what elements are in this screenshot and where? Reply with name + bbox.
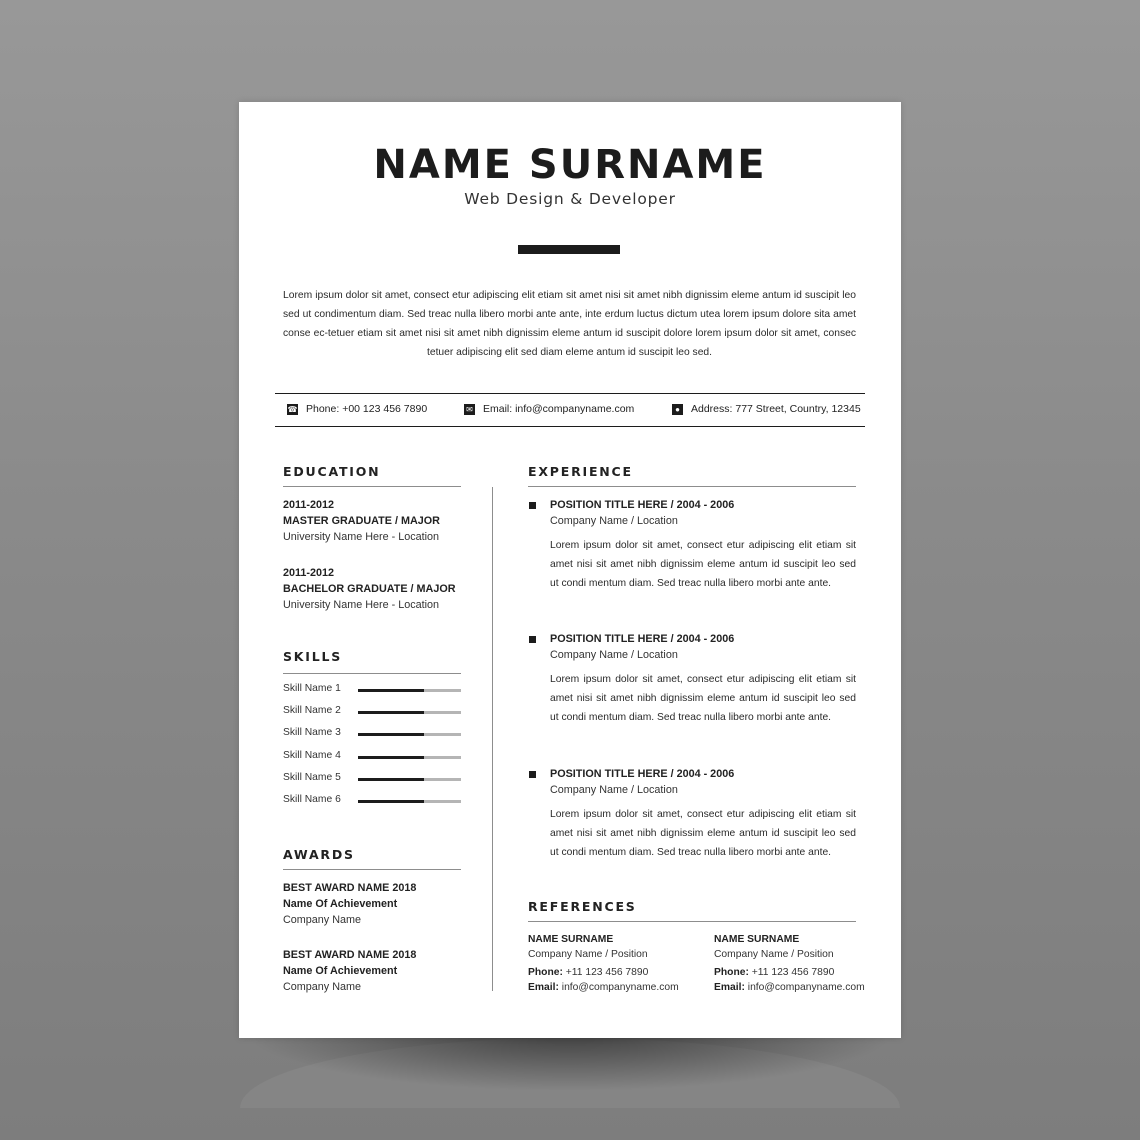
column-divider (492, 487, 493, 991)
skill-bar (358, 689, 461, 692)
skill-bar-fill (358, 689, 424, 692)
education-rule (283, 486, 461, 487)
reference-phone (714, 966, 894, 981)
education-item (283, 497, 473, 545)
skills-heading: SKILLS (283, 649, 343, 664)
experience-title: POSITION TITLE HERE / 2004 - 2006 (550, 633, 735, 645)
skill-row (283, 683, 461, 697)
skill-label: Skill Name 1 (283, 683, 341, 694)
award-company: Company Name (283, 981, 362, 993)
profile-summary: Lorem ipsum dolor sit amet, consect etur adipiscing elit etiam sit amet nisi sit amet nibh dignissim eleme antum id suscipit leo sed ut condimentum diam. Sed treac nulla libero morbi ante ante, inte erdum luctus dictum utea lorem ipsum dolore sita amet conse ec-tetuer etiam sit amet nisi sit amet nibh dignissim eleme antum id suscipit dolore lorem ipsum dolor sit amet, consec tetuer adipiscing elit sed diam eleme antum id suscipit leo sed. (283, 290, 856, 358)
awards-rule (283, 869, 461, 870)
reference-email-label: Email: (714, 981, 745, 993)
skill-bar-fill (358, 800, 424, 803)
reference-phone-label: Phone: (528, 967, 563, 978)
skill-bar-fill (358, 733, 424, 736)
reference-item (714, 933, 894, 995)
skill-label: Skill Name 6 (283, 794, 341, 805)
skill-row (283, 705, 461, 719)
page-shadow-curve (240, 1038, 900, 1108)
location-icon: ● (672, 404, 683, 415)
skill-bar (358, 733, 461, 736)
envelope-icon: ✉ (464, 404, 475, 415)
reference-item (528, 933, 708, 995)
experience-item (550, 631, 856, 663)
skill-row (283, 750, 461, 764)
experience-bullet (529, 771, 536, 778)
reference-position: Company Name / Position (528, 948, 648, 960)
experience-title: POSITION TITLE HERE / 2004 - 2006 (550, 499, 735, 511)
experience-description: Lorem ipsum dolor sit amet, consect etur adipiscing elit etiam sit amet nisi sit amet nibh dignissim eleme antum id suscipit leo sed ut condi mentum diam. Sed treac nulla libero morbi ante ante. (550, 540, 856, 589)
skill-bar-fill (358, 711, 424, 714)
experience-bullet (529, 502, 536, 509)
education-school: University Name Here - Location (283, 531, 440, 543)
award-item (283, 947, 473, 995)
reference-phone-value: +11 123 456 7890 (751, 967, 835, 978)
skill-bar (358, 711, 461, 714)
reference-email (714, 981, 894, 996)
awards-heading: AWARDS (283, 847, 355, 862)
reference-name: NAME SURNAME (714, 934, 800, 945)
experience-company: Company Name / Location (550, 784, 678, 796)
contact-phone-text: Phone: +00 123 456 7890 (306, 403, 428, 415)
candidate-role: Web Design & Developer (464, 190, 676, 208)
skills-rule (283, 673, 461, 674)
reference-name: NAME SURNAME (528, 934, 614, 945)
experience-description: Lorem ipsum dolor sit amet, consect etur adipiscing elit etiam sit amet nisi sit amet nibh dignissim eleme antum id suscipit leo sed ut condi mentum diam. Sed treac nulla libero morbi ante ante. (550, 809, 856, 858)
reference-email-value: info@companyname.com (561, 981, 679, 993)
phone-icon: ☎ (287, 404, 298, 414)
experience-company: Company Name / Location (550, 649, 678, 661)
experience-company: Company Name / Location (550, 515, 678, 527)
contact-email (464, 403, 634, 415)
contact-email-text: Email: info@companyname.com (483, 403, 635, 415)
award-company: Company Name (283, 914, 362, 926)
skill-row (283, 727, 461, 741)
skill-label: Skill Name 4 (283, 750, 341, 761)
education-heading: EDUCATION (283, 464, 381, 479)
skill-row (283, 794, 461, 808)
award-achievement: Name Of Achievement (283, 965, 398, 977)
award-item (283, 880, 473, 928)
skill-label: Skill Name 5 (283, 772, 341, 783)
reference-email-label: Email: (528, 981, 559, 993)
experience-item (550, 766, 856, 798)
award-title: BEST AWARD NAME 2018 (283, 949, 417, 961)
reference-phone-label: Phone: (714, 967, 749, 978)
skill-bar (358, 778, 461, 781)
contact-address (672, 403, 861, 415)
experience-heading: EXPERIENCE (528, 464, 633, 479)
education-years: 2011-2012 (283, 567, 335, 579)
contact-bar (275, 393, 865, 427)
skill-label: Skill Name 3 (283, 727, 341, 738)
contact-phone (287, 403, 427, 415)
reference-phone (528, 966, 708, 981)
experience-description: Lorem ipsum dolor sit amet, consect etur adipiscing elit etiam sit amet nisi sit amet nibh dignissim eleme antum id suscipit leo sed ut condi mentum diam. Sed treac nulla libero morbi ante ante. (550, 674, 856, 723)
reference-position: Company Name / Position (714, 948, 834, 960)
skill-bar-fill (358, 756, 424, 759)
award-title: BEST AWARD NAME 2018 (283, 882, 417, 894)
resume-page (239, 102, 901, 1038)
experience-item (550, 497, 856, 529)
references-heading: REFERENCES (528, 899, 637, 914)
education-years: 2011-2012 (283, 499, 335, 511)
education-item (283, 565, 473, 613)
skill-label: Skill Name 2 (283, 705, 341, 716)
reference-email-value: info@companyname.com (747, 981, 865, 993)
candidate-name: NAME SURNAME (373, 142, 767, 188)
references-rule (528, 921, 856, 922)
skill-bar (358, 756, 461, 759)
award-achievement: Name Of Achievement (283, 898, 398, 910)
education-degree: BACHELOR GRADUATE / MAJOR (283, 583, 456, 595)
experience-bullet (529, 636, 536, 643)
skill-bar (358, 800, 461, 803)
reference-phone-value: +11 123 456 7890 (565, 967, 649, 978)
contact-address-text: Address: 777 Street, Country, 12345 (691, 403, 861, 415)
title-divider (518, 245, 620, 254)
experience-rule (528, 486, 856, 487)
education-degree: MASTER GRADUATE / MAJOR (283, 515, 440, 527)
skill-bar-fill (358, 778, 424, 781)
experience-title: POSITION TITLE HERE / 2004 - 2006 (550, 768, 735, 780)
education-school: University Name Here - Location (283, 599, 440, 611)
reference-email (528, 981, 708, 996)
skill-row (283, 772, 461, 786)
